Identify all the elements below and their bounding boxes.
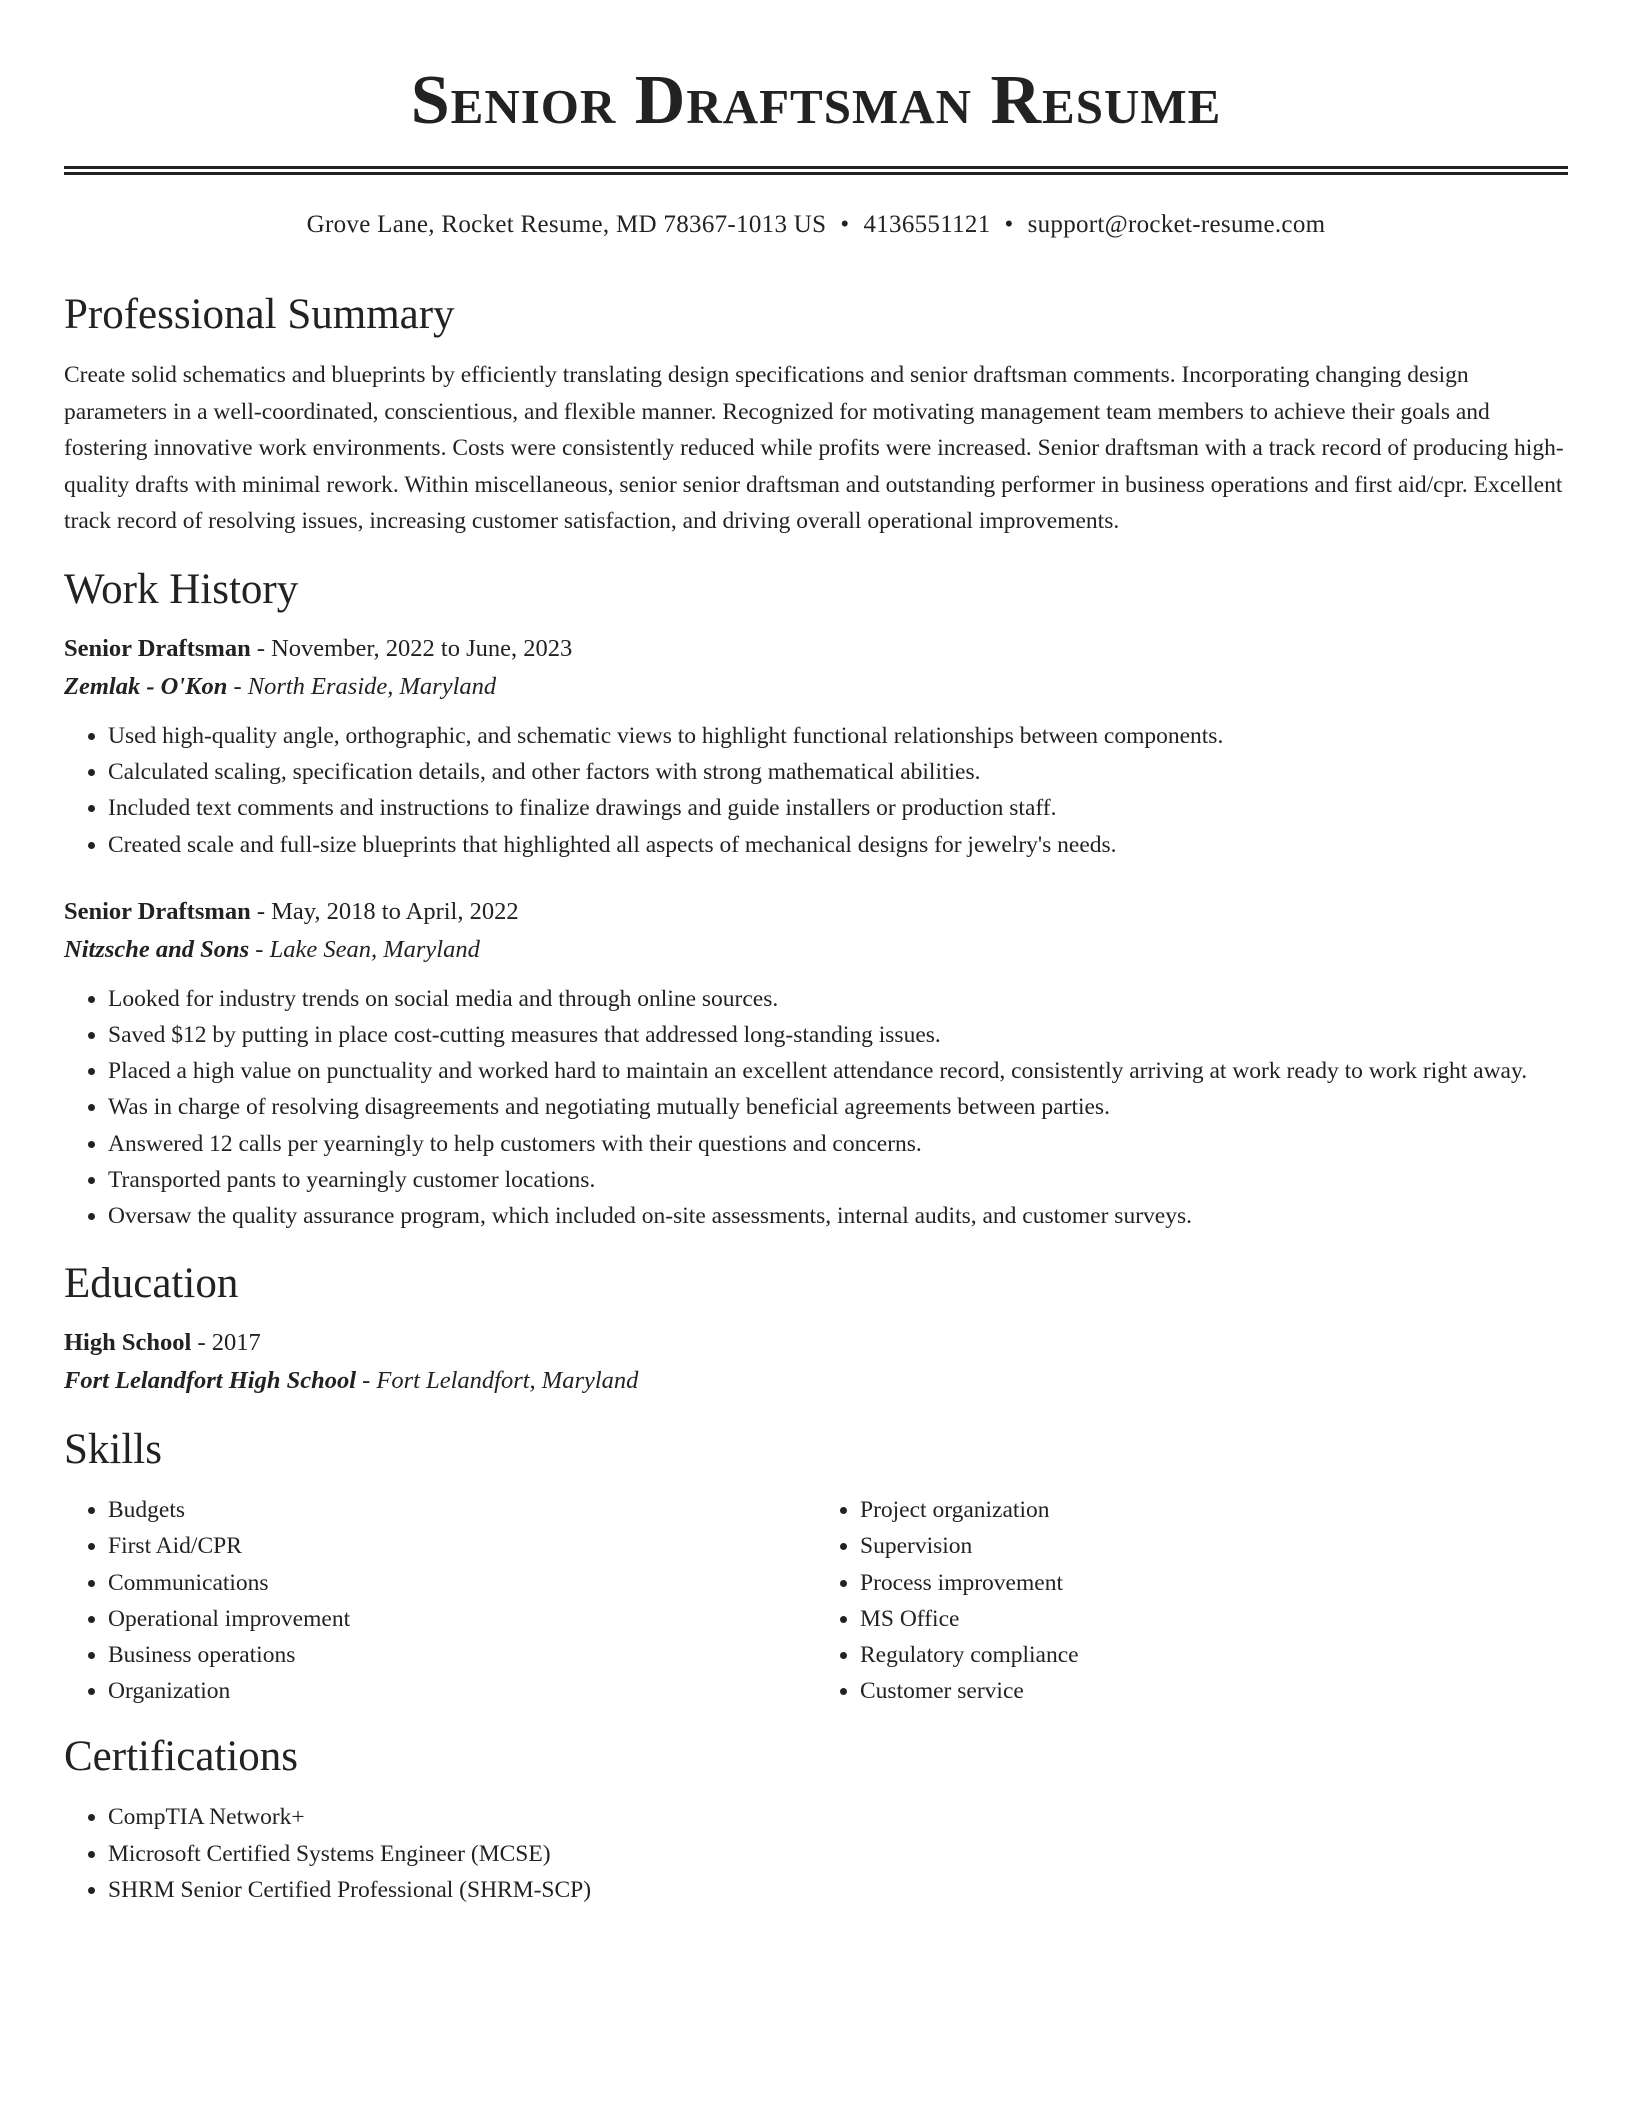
list-item: • Supervision xyxy=(860,1528,1568,1564)
education-entry xyxy=(64,1324,1568,1400)
contact-phone: 4136551121 xyxy=(863,211,991,238)
job-company-line xyxy=(64,668,1568,706)
contact-address: Grove Lane, Rocket Resume, MD 78367-1013 US xyxy=(306,211,827,238)
section-heading-education: Education xyxy=(64,1260,239,1308)
education-school-line xyxy=(64,1362,1568,1400)
job-entry xyxy=(64,630,1568,863)
section-heading-summary: Professional Summary xyxy=(64,291,455,338)
list-item: • Created scale and full-size blueprints that highlighted all aspects of mechanical designs for jewelry's needs. xyxy=(108,827,1568,863)
list-item: • Included text comments and instructions to finalize drawings and guide installers or production staff. xyxy=(108,790,1568,826)
job-location: - Lake Sean, Maryland xyxy=(249,935,480,963)
resume-title: Senior Draftsman Resume xyxy=(410,62,1222,139)
contact-separator: • xyxy=(1004,211,1014,238)
job-dates: - May, 2018 to April, 2022 xyxy=(250,897,519,925)
job-bullets xyxy=(64,718,1568,863)
list-item: • Looked for industry trends on social media and through online sources. xyxy=(108,981,1568,1017)
job-bullets xyxy=(64,981,1568,1234)
section-heading-skills: Skills xyxy=(64,1426,162,1474)
list-item: • Communications xyxy=(108,1565,816,1601)
section-heading-work-history: Work History xyxy=(64,565,299,613)
list-item: • Oversaw the quality assurance program, which included on-site assessments, internal audits, and customer surveys. xyxy=(108,1198,1568,1234)
job-title-line xyxy=(64,893,1568,931)
list-item: • Transported pants to yearningly customer locations. xyxy=(108,1162,1568,1198)
list-item: • MS Office xyxy=(860,1601,1568,1637)
list-item: • First Aid/CPR xyxy=(108,1528,816,1564)
title-divider xyxy=(64,166,1568,175)
contact-separator: • xyxy=(840,211,850,238)
list-item: • Budgets xyxy=(108,1492,816,1528)
list-item: • Process improvement xyxy=(860,1565,1568,1601)
list-item: • CompTIA Network+ xyxy=(108,1799,1568,1835)
education-location: - Fort Lelandfort, Maryland xyxy=(356,1367,639,1395)
contact-line xyxy=(64,209,1568,241)
list-item: • Used high-quality angle, orthographic, and schematic views to highlight functional relationships between components. xyxy=(108,718,1568,754)
job-dates: - November, 2022 to June, 2023 xyxy=(250,634,573,662)
list-item: • Saved $12 by putting in place cost-cutting measures that addressed long-standing issues. xyxy=(108,1017,1568,1053)
education-school: Fort Lelandfort High School xyxy=(64,1367,357,1395)
skills-list-left xyxy=(64,1492,816,1709)
job-title-line xyxy=(64,630,1568,668)
skills-list-right xyxy=(816,1492,1568,1709)
list-item: • Microsoft Certified Systems Engineer (MCSE) xyxy=(108,1836,1568,1872)
list-item: • Placed a high value on punctuality and worked hard to maintain an excellent attendance record, consistently arriving at work ready to work right away. xyxy=(108,1053,1568,1089)
list-item: • Was in charge of resolving disagreements and negotiating mutually beneficial agreements between parties. xyxy=(108,1089,1568,1125)
job-location: - North Eraside, Maryland xyxy=(227,672,497,700)
job-entry xyxy=(64,893,1568,1234)
job-title: Senior Draftsman xyxy=(64,634,251,662)
education-degree: High School xyxy=(64,1329,192,1357)
section-heading-certifications: Certifications xyxy=(64,1733,299,1781)
contact-email: support@rocket-resume.com xyxy=(1027,211,1326,238)
job-company: Nitzsche and Sons xyxy=(64,935,250,963)
list-item: • Business operations xyxy=(108,1637,816,1673)
list-item: • Answered 12 calls per yearningly to help customers with their questions and concerns. xyxy=(108,1126,1568,1162)
job-title: Senior Draftsman xyxy=(64,897,251,925)
education-year: - 2017 xyxy=(191,1329,261,1357)
skills-grid xyxy=(64,1492,1568,1709)
list-item: • Organization xyxy=(108,1673,816,1709)
list-item: • Project organization xyxy=(860,1492,1568,1528)
list-item: • Regulatory compliance xyxy=(860,1637,1568,1673)
list-item: • Operational improvement xyxy=(108,1601,816,1637)
list-item: • Customer service xyxy=(860,1673,1568,1709)
summary-text: Create solid schematics and blueprints by efficiently translating design specifications and senior draftsman comments. Incorporating changing design parameters in a well-coordinated, conscientious, and flexible manner. Recognized for motivating management team members to achieve their goals and fostering innovative work environments. Costs were consistently reduced while profits were increased. Senior draftsman with a track record of producing high-quality drafts with minimal rework. Within miscellaneous, senior senior draftsman and outstanding performer in business operations and first aid/cpr. Excellent track record of resolving issues, increasing customer satisfaction, and driving overall operational improvements. xyxy=(64,362,1564,535)
education-degree-line xyxy=(64,1324,1568,1362)
certifications-list xyxy=(64,1799,1568,1908)
job-company-line xyxy=(64,931,1568,969)
list-item: • SHRM Senior Certified Professional (SHRM-SCP) xyxy=(108,1872,1568,1908)
list-item: • Calculated scaling, specification details, and other factors with strong mathematical abilities. xyxy=(108,754,1568,790)
job-company: Zemlak - O'Kon xyxy=(64,672,228,700)
